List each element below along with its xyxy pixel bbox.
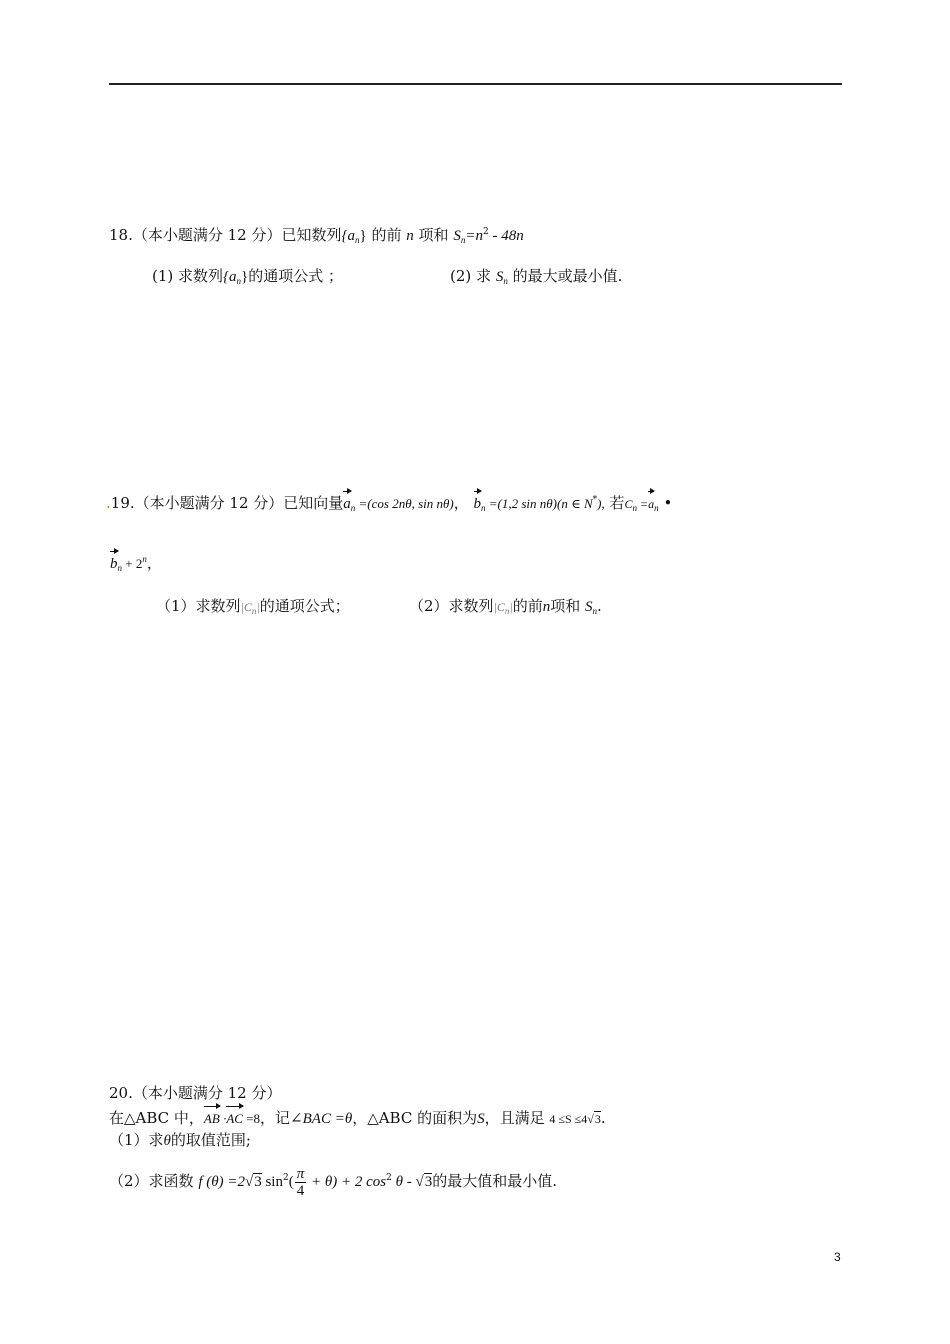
q19-b-vec: b	[473, 496, 482, 512]
q19-part2-label: （2）求数列	[409, 597, 494, 615]
q18-mid1: 的前	[371, 226, 402, 244]
q18-S-text: S	[453, 228, 461, 244]
q19-header: 19.（本小题满分 12 分）已知向量	[110, 494, 344, 512]
q19-c-eq: =	[637, 497, 649, 511]
q20-sqrt3a-val: 3	[254, 1174, 262, 1190]
q19-c-a-text: a	[648, 494, 654, 514]
q18-S-sub: n	[460, 235, 466, 245]
q20-theta-minus: θ -	[391, 1174, 416, 1190]
q20-paren-open: (	[288, 1174, 294, 1190]
q20-pi-over-4	[295, 1166, 307, 1199]
q20-vectors	[204, 1111, 260, 1126]
q19-part1	[156, 596, 350, 621]
q19-a-vec: a	[343, 496, 351, 512]
q18-part1	[152, 266, 343, 291]
q20-cos-sup: 2	[386, 1173, 392, 1183]
q19-comma1: ，	[453, 494, 469, 512]
q19-a-sub: n	[350, 503, 356, 513]
q19-bullet: •	[663, 494, 673, 512]
q19-if: 若	[609, 494, 625, 512]
q19-c-a	[648, 497, 659, 511]
q18-seq-close: }	[359, 228, 367, 244]
q18-S	[453, 228, 465, 244]
q18-n: n	[406, 228, 414, 244]
q20-line1-d: ，且满足	[484, 1109, 545, 1127]
q20-line1	[109, 1108, 606, 1129]
q18-seq-sub: n	[354, 235, 360, 245]
q20-four: 4	[296, 1182, 305, 1199]
q19-b-close: ),	[597, 496, 605, 511]
q20-theta: θ	[163, 1133, 171, 1149]
q20-ineq: 4 ≤S ≤4√3	[549, 1112, 601, 1126]
q20-dotop: ·	[219, 1111, 227, 1126]
q19-line2-sup: n	[142, 554, 147, 564]
q20-sin: sin	[261, 1174, 283, 1190]
q19-line2-plus: + 2	[122, 556, 143, 571]
q18-part1-text: 的通项公式 ；	[248, 267, 344, 285]
q20-part2-b: 的最大值和最小值.	[432, 1172, 557, 1190]
q19-c-sub: n	[632, 503, 638, 513]
q19-b-vector	[474, 496, 486, 512]
q19-b-sup: *	[592, 495, 598, 505]
q18-formula-a: =n	[465, 228, 483, 244]
q19-line2-b	[110, 556, 122, 572]
q20-part1-b: 的取值范围;	[170, 1131, 251, 1149]
q18-formula-sup: 2	[482, 227, 489, 237]
q19-part1-text: 的通项公式；	[259, 597, 350, 615]
q20-pi: π	[296, 1165, 305, 1182]
q20-eq8: =8	[242, 1111, 261, 1126]
q20-line1-a: 在△ABC 中，	[109, 1109, 204, 1127]
q19-line2	[110, 549, 162, 578]
q19-a-expr: =(cos 2nθ, sin nθ)	[355, 496, 454, 511]
q19-c-a-sub: n	[654, 503, 659, 513]
q20-ineq-a: 4 ≤S ≤4	[549, 1112, 588, 1126]
q20-S: S	[477, 1111, 485, 1127]
q19-part2-seq: $|C_n|$	[493, 600, 513, 616]
q19-part1-seq: $|C_n|$	[240, 600, 260, 616]
q19-part1-seq-sub: n	[251, 606, 257, 616]
q18-part2-S	[496, 269, 508, 285]
q19-line2-b-text: b	[110, 556, 118, 572]
header-rule	[109, 83, 842, 85]
q19-part2-S-text: S	[585, 599, 593, 615]
q19-part2	[409, 596, 602, 621]
q18-part1-seq-close: }	[241, 269, 249, 285]
q18-part2-text: 的最大或最小值.	[512, 267, 623, 285]
q19-part2-seq-sub: n	[504, 606, 510, 616]
q20-part2-a: （2）求函数	[109, 1172, 194, 1190]
q18-seq-text: {a	[341, 228, 355, 244]
q18-header: 18.（本小题满分 12 分）已知数列	[109, 226, 342, 244]
q19-part1-label: （1）求数列	[156, 597, 241, 615]
q19-part2-S-sub: n	[592, 606, 597, 616]
q20-part1-a: （1）求	[109, 1131, 164, 1149]
q20-sqrt3b-val: 3	[424, 1174, 433, 1190]
q18-seq	[341, 228, 366, 244]
q20-line1-c: ，△ABC 的面积为	[352, 1109, 478, 1127]
q20-header: 20.（本小题满分 12 分）	[109, 1084, 282, 1102]
q19-c-text: C	[624, 497, 633, 511]
q19-a-vector	[343, 496, 355, 512]
q19-line2-b-sub: n	[117, 563, 122, 573]
q20-line1-end: .	[600, 1109, 606, 1127]
q19-part2-n: n	[542, 599, 551, 615]
q18-part1-seq	[223, 269, 248, 285]
q20-sqrt3b: √3	[415, 1174, 433, 1190]
q20-line1-b: ，记	[260, 1109, 291, 1127]
q18-mid2: 项和	[418, 226, 449, 244]
q20-AB: AB	[204, 1109, 220, 1129]
q18-formula-b: - 48n	[488, 228, 524, 244]
q19-line1	[106, 490, 672, 518]
q18-part2-S-sub: n	[503, 276, 508, 286]
q19-part2-end: .	[597, 597, 602, 615]
q20-part2	[109, 1160, 557, 1200]
q19-b-expr: =(1,2 sin nθ)(n ∈ N	[485, 496, 593, 511]
q18-part2	[450, 266, 622, 291]
q20-part1	[109, 1130, 251, 1151]
q19-c	[625, 497, 649, 511]
q18-part1-seq-text: {a	[223, 269, 237, 285]
q20-ineq-sqrt: 3	[594, 1112, 601, 1126]
q20-sqrt3a: √3	[244, 1174, 262, 1190]
q18-part1-label: (1) 求数列	[152, 267, 224, 285]
q19-dot: .	[106, 494, 111, 512]
q19-part2-mid: 的前	[512, 597, 543, 615]
q19-part2-mid2: 项和	[550, 597, 581, 615]
page-number: 3	[834, 1250, 841, 1264]
q20-angle: ∠BAC =θ	[290, 1111, 353, 1127]
q19-line2-end: ，	[146, 554, 162, 572]
q20-AC: AC	[226, 1109, 243, 1129]
q18-part2-S-text: S	[495, 269, 504, 285]
q20-plus-theta: + θ) + 2 cos	[307, 1174, 387, 1190]
q19-b-sub: n	[481, 503, 486, 513]
q18-part2-label: (2) 求	[450, 267, 492, 285]
q19-part1-seq-text: C	[243, 600, 252, 614]
q18-part1-seq-sub: n	[236, 276, 242, 286]
q20-f: f (θ) =2	[198, 1174, 245, 1190]
q19-part2-S	[585, 599, 597, 615]
q18-line1	[109, 222, 524, 250]
q20-sin-sup: 2	[282, 1173, 289, 1183]
q19-part2-seq-text: C	[496, 600, 505, 614]
